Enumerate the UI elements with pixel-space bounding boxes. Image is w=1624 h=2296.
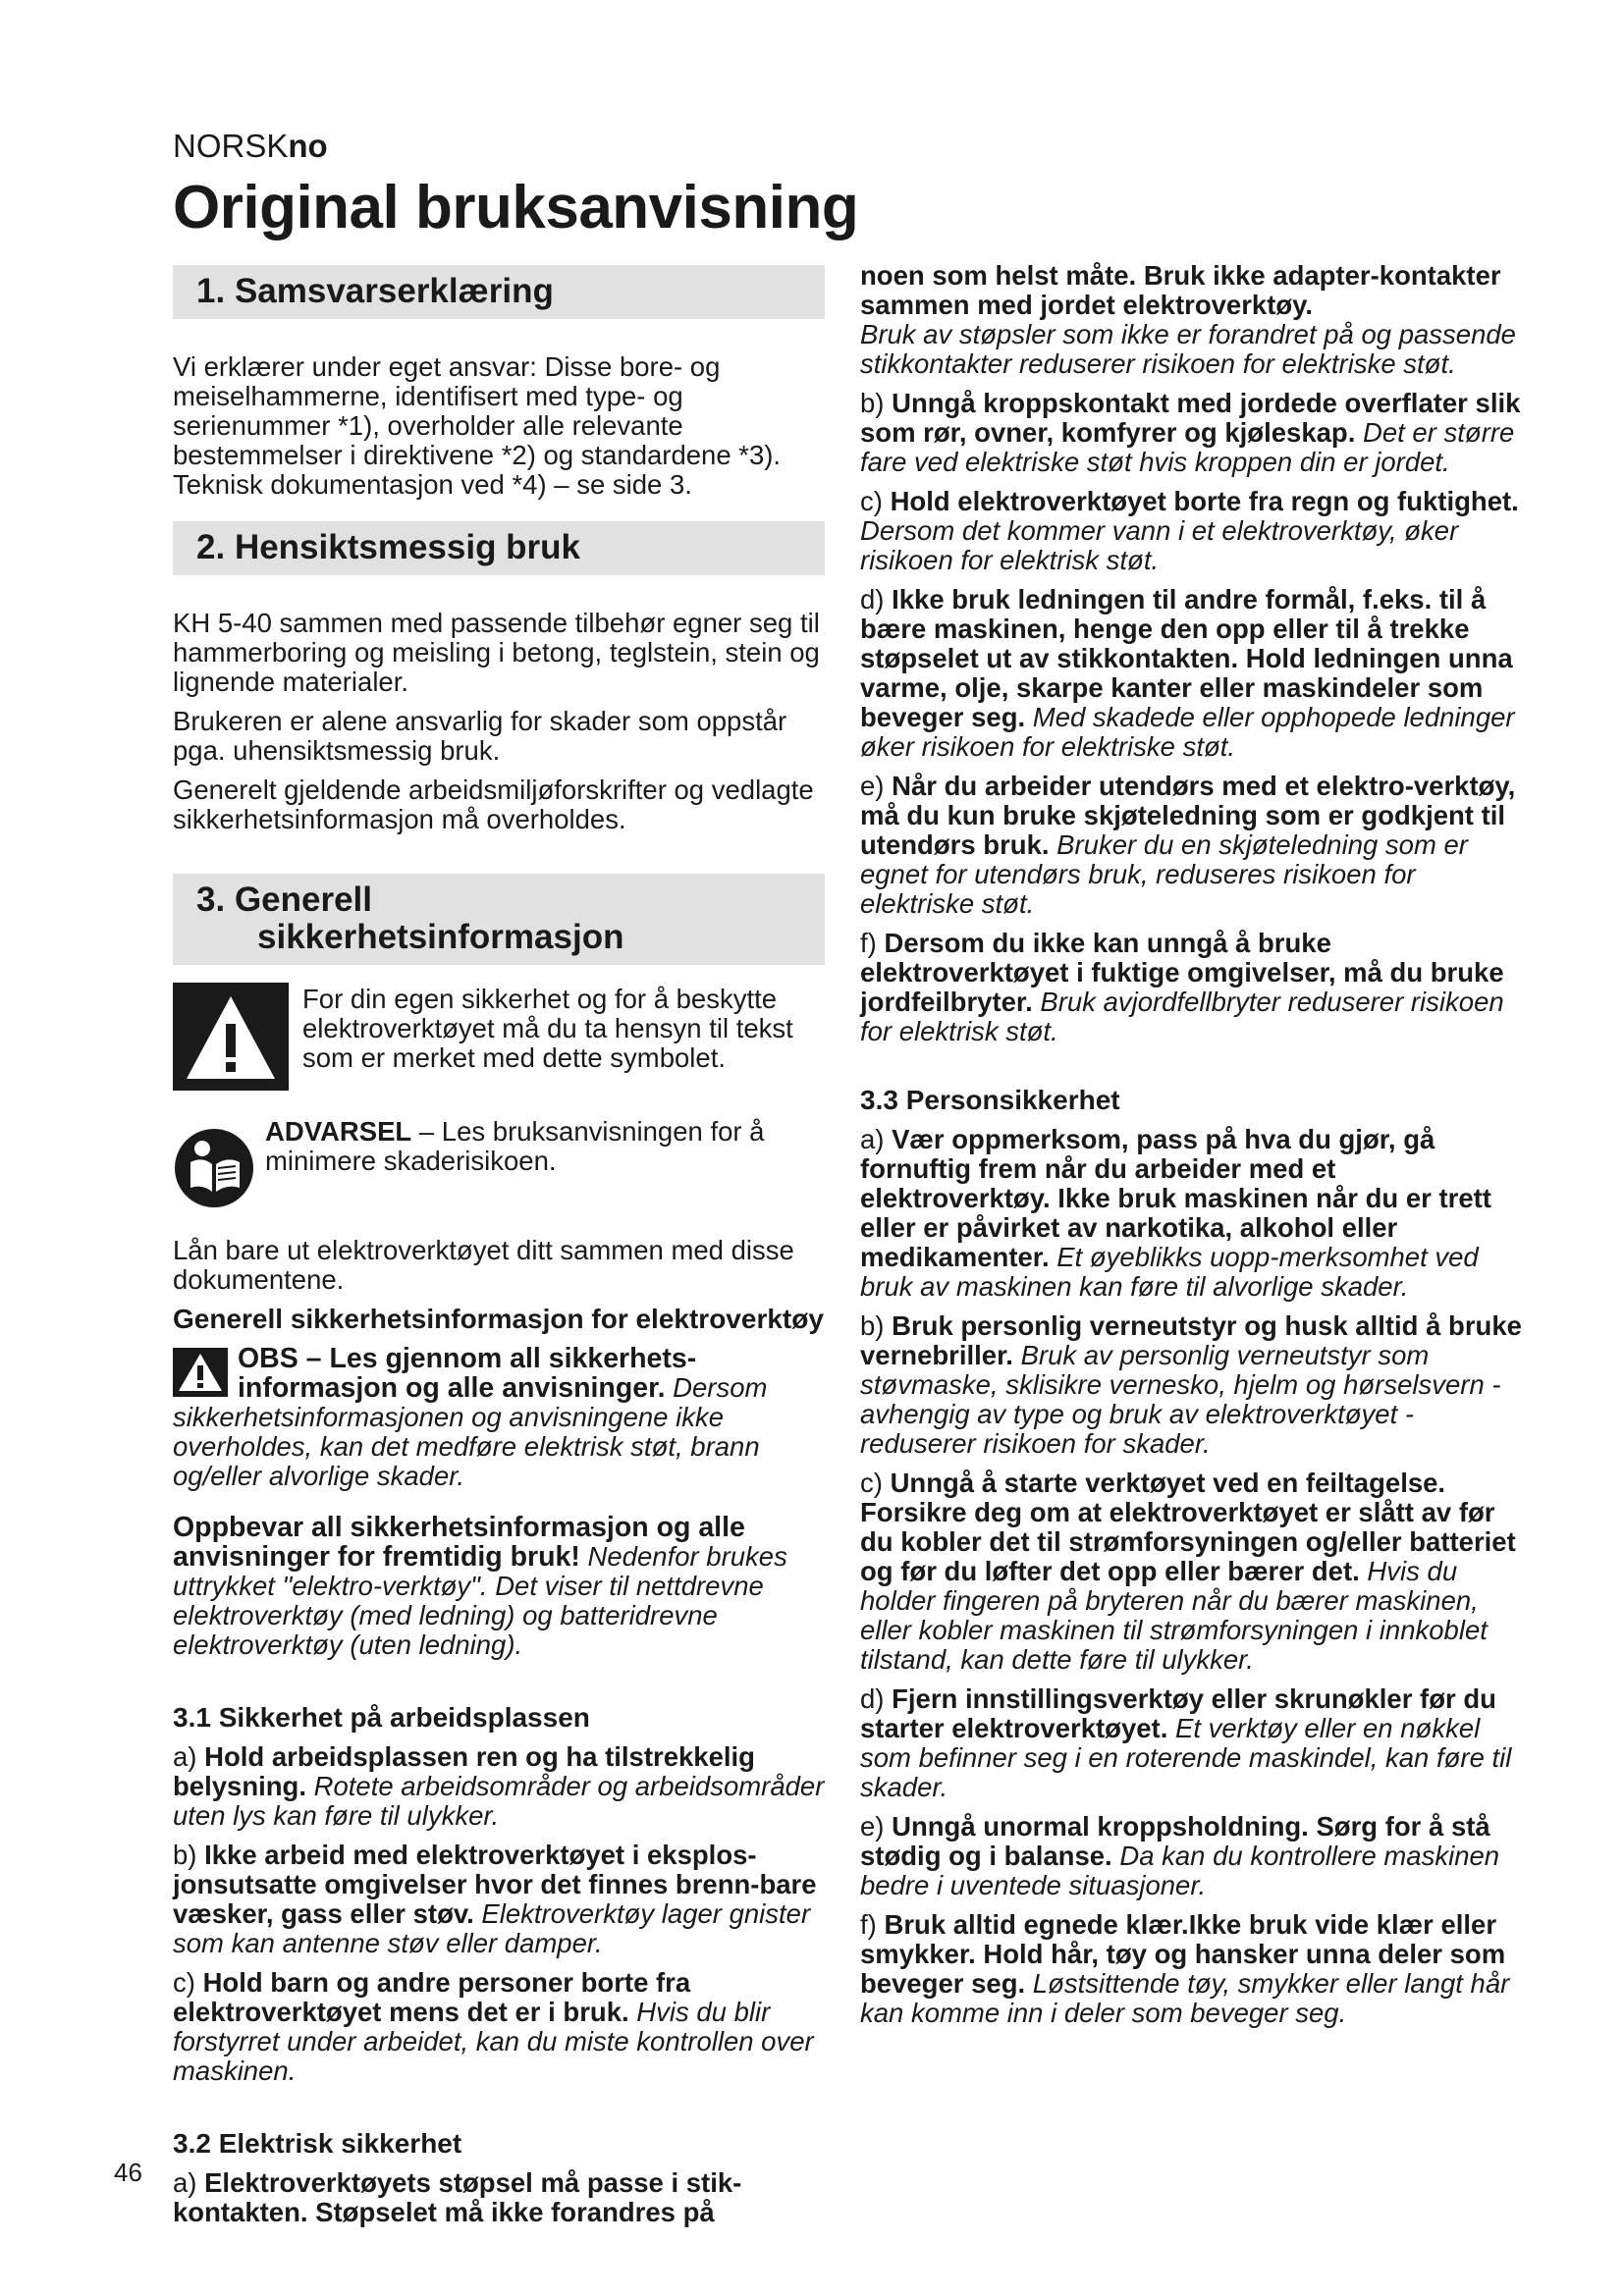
workplace-item-b	[173, 1841, 825, 1958]
section-3-title-line2: sikkerhetsinformasjon	[257, 918, 624, 956]
item-italic: Elektroverktøy lager gnister som kan antenne støv eller damper.	[173, 1898, 811, 1958]
electrical-item-e	[860, 772, 1528, 919]
item-bold: Fjern innstillingsverktøy eller skrunøkler før du starter elektroverktøyet.	[860, 1683, 1496, 1743]
personal-item-d	[860, 1684, 1528, 1802]
section-2-title: Hensiktsmessig bruk	[234, 528, 581, 566]
item-label: b)	[860, 388, 893, 418]
read-manual-warning	[173, 1117, 825, 1214]
personal-safety-heading: 3.3 Personsikkerhet	[860, 1085, 1120, 1115]
item-label: d)	[860, 1683, 893, 1714]
item-italic: Bruker du en skjøteledning som er egnet for utendørs bruk, reduseres risikoen for elektriske støt.	[860, 829, 1468, 919]
item-bold: Dersom du ikke kan unngå å bruke elektroverktøyet i fuktige omgivelser, må du bruke jordfeilbryter.	[860, 928, 1504, 1017]
item-label: a)	[173, 1741, 205, 1772]
item-label: c)	[860, 1468, 891, 1498]
section-3-number: 3.	[196, 881, 226, 919]
electrical-item-a-start	[173, 2168, 825, 2227]
item-bold: Bruk personlig verneutstyr og husk alltid å bruke vernebriller.	[860, 1310, 1522, 1370]
item-label: a)	[173, 2167, 205, 2198]
item-label: e)	[860, 771, 893, 801]
item-bold: noen som helst måte. Bruk ikke adapter-kontakter sammen med jordet elektroverktøy.	[860, 260, 1501, 320]
regulations-text: Generelt gjeldende arbeidsmiljøforskrifter og vedlagte sikkerhetsinformasjon må overholdes.	[173, 774, 814, 834]
symbol-note-text: For din egen sikkerhet og for å beskytte elektroverktøyet må du ta hensyn til tekst som er merket med dette symbolet.	[302, 984, 793, 1073]
declaration-text: Vi erklærer under eget ansvar: Disse bore- og meiselhammerne, identifisert med type- og serienummer *1), overholder alle relevante bestemmelser i direktivene *2) og standardene *3). Teknisk dokumentasjon ved *4) – se side 3.	[173, 351, 782, 500]
general-safety-heading: Generell sikkerhetsinformasjon for elektroverktøy	[173, 1304, 824, 1334]
electrical-item-f	[860, 929, 1528, 1046]
item-italic: Et verktøy eller en nøkkel som befinner seg i en roterende maskindel, kan føre til skader.	[860, 1713, 1512, 1802]
read-manual-icon	[173, 1127, 255, 1214]
warning-rest: – Les bruksanvisningen for å minimere skaderisikoen.	[265, 1116, 765, 1176]
lend-text: Lån bare ut elektroverktøyet ditt sammen med disse dokumentene.	[173, 1235, 794, 1295]
warning-triangle-icon	[173, 983, 289, 1095]
item-bold: Hold arbeidsplassen ren og ha tilstrekkelig belysning.	[173, 1741, 755, 1801]
item-label: d)	[860, 584, 893, 614]
electrical-item-d	[860, 585, 1528, 762]
electrical-item-c	[860, 487, 1528, 575]
warning-label: ADVARSEL	[265, 1116, 412, 1147]
item-label: b)	[860, 1310, 893, 1341]
keep-instructions	[173, 1513, 825, 1660]
item-bold: Når du arbeider utendørs med et elektro-verktøy, må du kun bruke skjøteledning som er godkjent til utendørs bruk.	[860, 771, 1516, 860]
item-italic: Hvis du holder fingeren på bryteren når du bærer maskinen, eller kobler maskinen til strømforsyningen i innkoblet tilstand, kan dette føre til ulykker.	[860, 1556, 1488, 1675]
right-column	[860, 261, 1528, 2028]
personal-item-c	[860, 1468, 1528, 1675]
workplace-safety-heading: 3.1 Sikkerhet på arbeidsplassen	[173, 1702, 590, 1733]
left-column	[173, 265, 825, 2227]
item-label: e)	[860, 1811, 893, 1842]
keep-bold: Oppbevar all sikkerhetsinformasjon og alle anvisninger for fremtidig bruk!	[173, 1512, 745, 1573]
keep-italic: Nedenfor brukes uttrykket "elektro-verktøy". Det viser til nettdrevne elektroverktøy (med ledning) og batteridrevne elektroverktøy (uten ledning).	[173, 1541, 787, 1660]
language-label	[173, 128, 328, 165]
page-title: Original bruksanvisning	[173, 174, 859, 241]
section-3-title-line1: Generell	[234, 881, 373, 919]
item-label: c)	[173, 1967, 203, 1998]
item-bold: Vær oppmerksom, pass på hva du gjør, gå fornuftig frem når du arbeider med et elektroverktøy. Ikke bruk maskinen når du er trett eller er påvirket av narkotika, alkohol eller medikamenter.	[860, 1124, 1491, 1272]
obs-bold: OBS – Les gjennom all sikkerhets-informasjon og alle anvisninger.	[238, 1343, 697, 1404]
section-1-title: Samsvarserklæring	[234, 272, 554, 310]
personal-item-e	[860, 1812, 1528, 1900]
item-bold: Hold elektroverktøyet borte fra regn og fuktighet.	[890, 486, 1519, 516]
electrical-safety-heading: 3.2 Elektrisk sikkerhet	[173, 2128, 462, 2159]
item-italic: Et øyeblikks uopp-merksomhet ved bruk av maskinen kan føre til alvorlige skader.	[860, 1242, 1479, 1302]
workplace-item-a	[173, 1742, 825, 1831]
section-2-number: 2.	[196, 528, 226, 566]
item-italic: Bruk av personlig verneutstyr som støvmaske, sklisikre vernesko, hjelm og hørselsvern - avhengig av type og bruk av elektroverktøyet - reduserer risikoen for skader.	[860, 1340, 1501, 1459]
warning-text	[265, 1117, 825, 1176]
item-label: f)	[860, 1909, 885, 1940]
page-number: 46	[114, 2158, 142, 2187]
item-italic: Med skadede eller opphopede ledninger øker risikoen for elektriske støt.	[860, 702, 1515, 762]
section-1-heading	[173, 265, 825, 319]
electrical-item-a-continued	[860, 261, 1528, 320]
section-2-heading	[173, 521, 825, 575]
caution-triangle-icon	[173, 1348, 228, 1403]
item-italic: Hvis du blir forstyrret under arbeidet, kan du miste kontrollen over maskinen.	[173, 1997, 814, 2086]
personal-item-f	[860, 1910, 1528, 2028]
section-3-heading	[173, 874, 825, 965]
electrical-item-b	[860, 389, 1528, 477]
item-italic: Rotete arbeidsområder og arbeidsområder uten lys kan føre til ulykker.	[173, 1771, 825, 1831]
item-italic: Bruk avjordfellbryter reduserer risikoen for elektrisk støt.	[860, 987, 1504, 1046]
item-bold: Bruk alltid egnede klær.Ikke bruk vide klær eller smykker. Hold hår, tøy og hansker unna deler som beveger seg.	[860, 1909, 1506, 1999]
item-bold: Hold barn og andre personer borte fra elektroverktøyet mens det er i bruk.	[173, 1967, 691, 2027]
responsibility-text: Brukeren er alene ansvarlig for skader som oppstår pga. uhensiktsmessig bruk.	[173, 706, 787, 766]
obs-paragraph	[173, 1344, 825, 1491]
section-1-number: 1.	[196, 272, 226, 310]
item-bold: Unngå unormal kroppsholdning. Sørg for å stå stødig og i balanse.	[860, 1811, 1490, 1871]
item-bold: Unngå kroppskontakt med jordede overflater slik som rør, ovner, komfyrer og kjøleskap.	[860, 388, 1521, 448]
obs-italic: Dersom sikkerhetsinformasjonen og anvisningene ikke overholdes, kan det medføre elektrisk støt, brann og/eller alvorlige skader.	[173, 1372, 768, 1491]
item-bold: Elektroverktøyets støpsel må passe i stik-kontakten. Støpselet må ikke forandres på	[173, 2167, 742, 2227]
language-code: no	[288, 128, 328, 164]
electrical-item-a-italic: Bruk av støpsler som ikke er forandret på og passende stikkontakter reduserer risikoen for elektriske støt.	[860, 319, 1516, 379]
item-italic: Løstsittende tøy, smykker eller langt hår kan komme inn i deler som beveger seg.	[860, 1968, 1510, 2028]
personal-item-b	[860, 1311, 1528, 1459]
item-bold: Ikke bruk ledningen til andre formål, f.eks. til å bære maskinen, henge den opp eller til å trekke støpselet ut av stikkontakten. Hold ledningen unna varme, olje, skarpe kanter eller maskindeler som beveger seg.	[860, 584, 1513, 732]
workplace-item-c	[173, 1968, 825, 2086]
item-italic: Da kan du kontrollere maskinen bedre i uventede situasjoner.	[860, 1841, 1500, 1900]
item-label: a)	[860, 1124, 893, 1154]
language-name: NORSK	[173, 128, 289, 164]
intended-use-text: KH 5-40 sammen med passende tilbehør egner seg til hammerboring og meisling i betong, teglstein, stein og lignende materialer.	[173, 608, 820, 697]
item-italic: Dersom det kommer vann i et elektroverktøy, øker risikoen for elektrisk støt.	[860, 515, 1459, 575]
item-label: c)	[860, 486, 891, 516]
warning-symbol-note	[173, 983, 825, 1095]
item-label: b)	[173, 1840, 205, 1870]
item-bold: Unngå å starte verktøyet ved en feiltagelse. Forsikre deg om at elektroverktøyet er slått av før du kobler det til strømforsyningen og/eller batteriet og før du løfter det opp eller bærer det.	[860, 1468, 1516, 1586]
item-italic: Det er større fare ved elektriske støt hvis kroppen din er jordet.	[860, 417, 1515, 477]
personal-item-a	[860, 1125, 1528, 1302]
item-label: f)	[860, 928, 885, 958]
item-bold: Ikke arbeid med elektroverktøyet i eksplos-jonsutsatte omgivelser hvor det finnes brenn-bare væsker, gass eller støv.	[173, 1840, 817, 1929]
